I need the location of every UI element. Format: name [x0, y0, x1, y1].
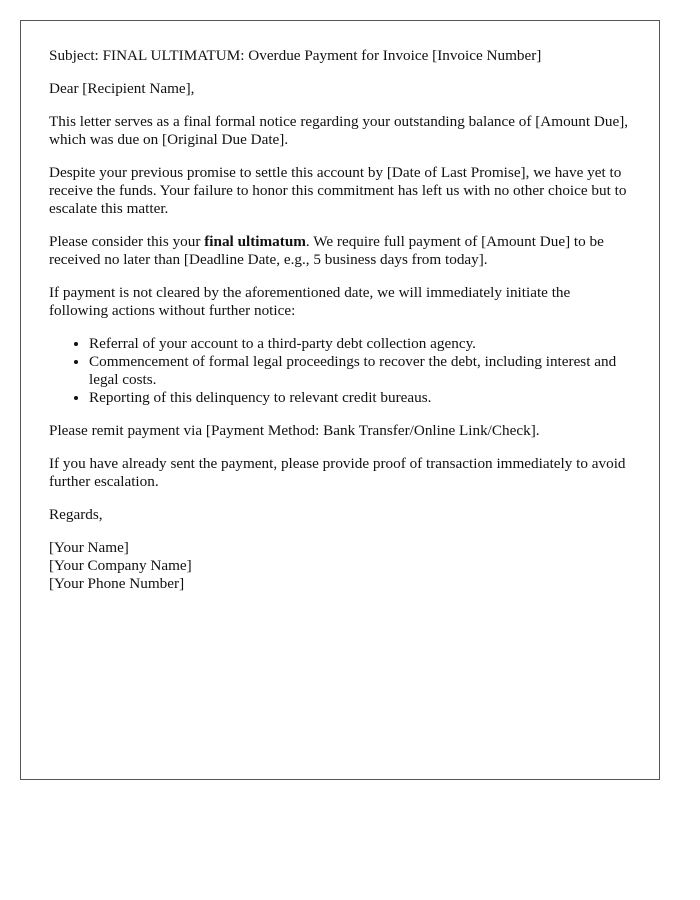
- list-item: • Commencement of formal legal proceedings to recover the debt, including interest and legal costs.: [89, 353, 631, 389]
- paragraph-proof: If you have already sent the payment, please provide proof of transaction immediately to avoid further escalation.: [49, 455, 626, 490]
- paragraph-notice: This letter serves as a final formal notice regarding your outstanding balance of [Amount Due], which was due on [Original Due Date].: [49, 113, 629, 148]
- paragraph-promise: Despite your previous promise to settle this account by [Date of Last Promise], we have yet to receive the funds. Your failure to honor this commitment has left us with no other choice but to escalate this matter.: [49, 164, 627, 217]
- closing: Regards,: [49, 506, 103, 523]
- paragraph-payment-method: Please remit payment via [Payment Method: Bank Transfer/Online Link/Check].: [49, 422, 540, 439]
- signature-company: [Your Company Name]: [49, 557, 192, 574]
- list-item: • Reporting of this delinquency to relevant credit bureaus.: [89, 389, 631, 407]
- actions-list: [49, 335, 631, 407]
- letter-container: [20, 20, 660, 780]
- ultimatum-bold-text: final ultimatum: [204, 233, 306, 250]
- ultimatum-text-before: Please consider this your: [49, 233, 205, 250]
- subject-line: Subject: FINAL ULTIMATUM: Overdue Payment for Invoice [Invoice Number]: [49, 47, 542, 64]
- signature-block: [49, 539, 631, 593]
- list-item: • Referral of your account to a third-party debt collection agency.: [89, 335, 631, 353]
- paragraph-ultimatum: [49, 233, 631, 269]
- signature-name: [Your Name]: [49, 539, 129, 556]
- salutation: Dear [Recipient Name],: [49, 80, 195, 97]
- paragraph-actions-intro: If payment is not cleared by the aforementioned date, we will immediately initiate the following actions without further notice:: [49, 284, 571, 319]
- signature-phone: [Your Phone Number]: [49, 575, 185, 592]
- ultimatum-text-after: . We require full payment of [Amount Due] to be received no later than [Deadline Date, e.g., 5 business days from today].: [49, 233, 604, 268]
